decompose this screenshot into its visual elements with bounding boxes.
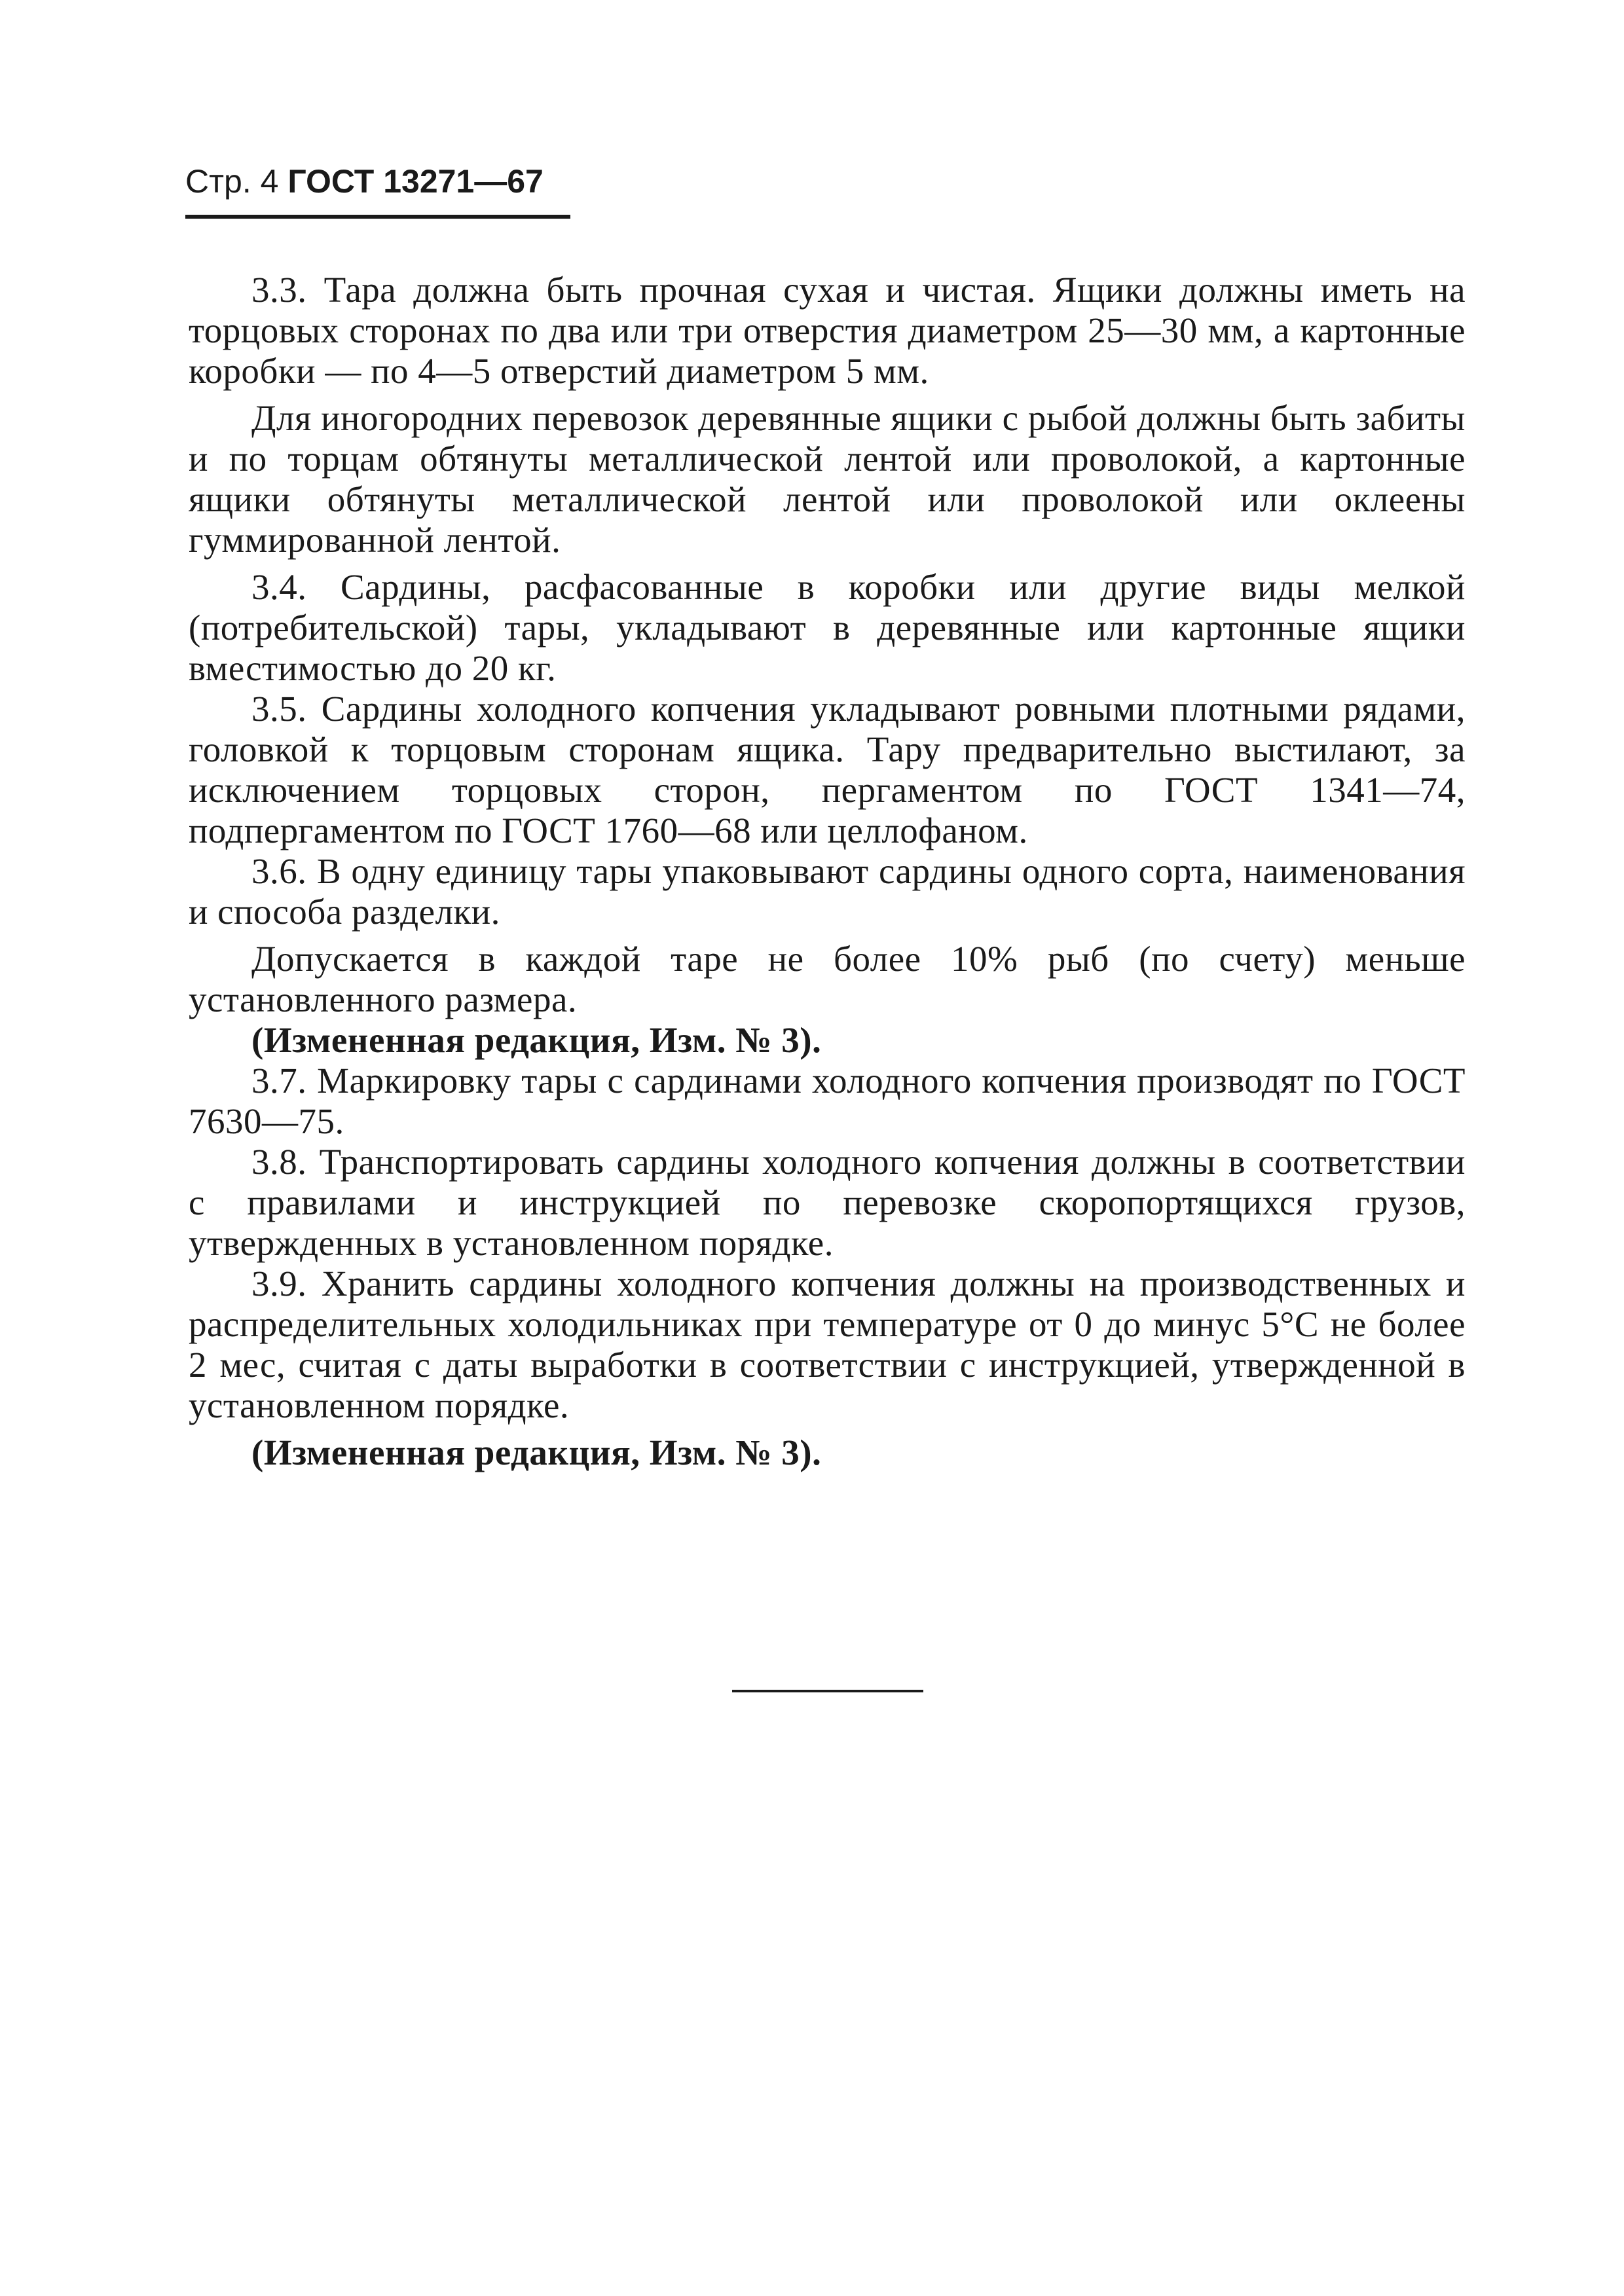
clause-3-3: 3.3. Тара должна быть прочная сухая и чистая. Ящики должны иметь на торцовых сторонах по два или три отверстия диаметром 25—30 мм, а картонные коробки — по 4—5 отверстий диаметром 5 мм. (189, 270, 1466, 391)
clause-3-3-intercity: Для иногородних перевозок деревянные ящики с рыбой должны быть забиты и по торцам обтянуты металлической лентой или проволокой, а картонные ящики обтянуты металлической лентой или проволокой или оклеены гуммированной лентой. (189, 398, 1466, 560)
end-rule (732, 1690, 923, 1692)
amendment-note: (Измененная редакция, Изм. № 3). (251, 1432, 822, 1472)
amendment-note: (Измененная редакция, Изм. № 3). (251, 1020, 822, 1060)
clause-3-6: 3.6. В одну единицу тары упаковывают сардины одного сорта, наименования и способа разделки. (189, 851, 1466, 932)
standard-designation: ГОСТ 13271—67 (287, 163, 544, 200)
document-body (189, 270, 1466, 1473)
page-header (185, 165, 544, 198)
header-rule (185, 215, 570, 219)
page-number: Стр. 4 (185, 163, 279, 200)
clause-3-8: 3.8. Транспортировать сардины холодного копчения должны в соответствии с правилами и инструкцией по перевозке скоропортящихся грузов, утвержденных в установленном порядке. (189, 1142, 1466, 1263)
clause-3-9: 3.9. Хранить сардины холодного копчения должны на производственных и распределительных холодильниках при температуре от 0 до минус 5°С не более 2 мес, считая с даты выработки в соответствии с инструкцией, утвержденной в установленном порядке. (189, 1264, 1466, 1425)
clause-3-4: 3.4. Сардины, расфасованные в коробки или другие виды мелкой (потребительской) тары, укладывают в деревянные или картонные ящики вместимостью до 20 кг. (189, 567, 1466, 688)
clause-3-6-tolerance: Допускается в каждой таре не более 10% рыб (по счету) меньше установленного размера. (189, 939, 1466, 1019)
clause-3-7: 3.7. Маркировку тары с сардинами холодного копчения производят по ГОСТ 7630—75. (189, 1061, 1466, 1141)
clause-3-5: 3.5. Сардины холодного копчения укладывают ровными плотными рядами, головкой к торцовым сторонам ящика. Тару предварительно выстилают, за исключением торцовых сторон, пергаментом по ГОСТ 1341—74, подпергаментом по ГОСТ 1760—68 или целлофаном. (189, 689, 1466, 850)
